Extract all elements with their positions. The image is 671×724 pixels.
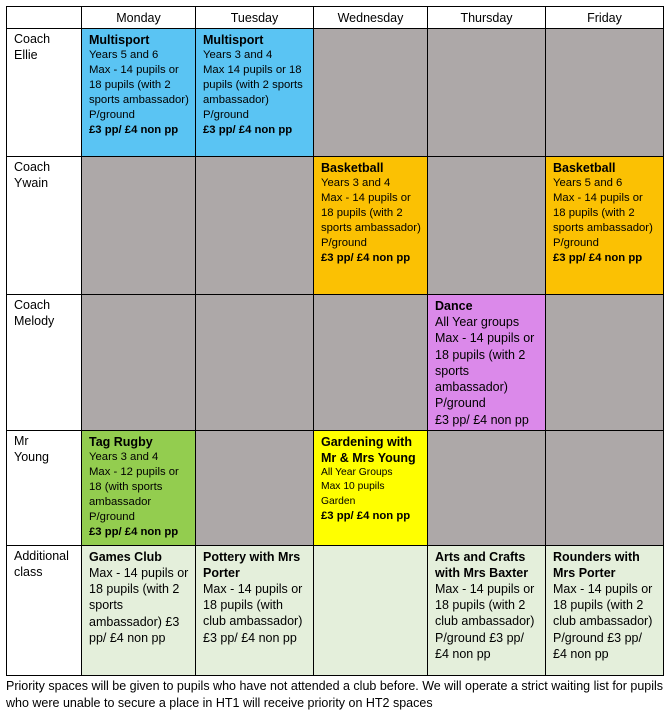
club-price: £3 pp/ £4 non pp bbox=[89, 124, 179, 136]
club-details: Max - 14 pupils or 18 pupils (with 2 club ambassador) P/ground £3 pp/ £4 non pp bbox=[435, 581, 535, 661]
club-cell-thursday bbox=[428, 157, 546, 295]
timetable-row bbox=[7, 545, 664, 675]
club-cell-wednesday bbox=[314, 545, 428, 675]
club-price: £3 pp/ £4 non pp bbox=[553, 252, 643, 264]
club-cell-tuesday bbox=[196, 295, 314, 431]
club-cell-wednesday bbox=[314, 157, 428, 295]
club-cell-tuesday bbox=[196, 157, 314, 295]
club-cell-friday bbox=[546, 29, 664, 157]
club-cell-tuesday bbox=[196, 29, 314, 157]
club-price: £3 pp/ £4 non pp bbox=[435, 412, 529, 427]
club-cell-friday bbox=[546, 157, 664, 295]
coach-name: Additional class bbox=[7, 545, 82, 675]
coach-name: Coach Ellie bbox=[7, 29, 82, 157]
day-header-monday: Monday bbox=[82, 7, 196, 29]
club-details: Max - 14 pupils or 18 pupils (with 2 club ambassador) P/ground £3 pp/ £4 non pp bbox=[553, 581, 653, 661]
club-details: Max - 14 pupils or 18 pupils (with 2 sports ambassador) £3 pp/ £4 non pp bbox=[89, 565, 189, 645]
club-title: Arts and Crafts with Mrs Baxter bbox=[435, 549, 529, 580]
timetable-row bbox=[7, 295, 664, 431]
club-title: Tag Rugby bbox=[89, 434, 153, 449]
club-title: Gardening with Mr & Mrs Young bbox=[321, 434, 416, 465]
club-title: Basketball bbox=[321, 161, 384, 175]
club-title: Games Club bbox=[89, 549, 162, 564]
club-details: Years 5 and 6 Max - 14 pupils or 18 pupils (with 2 sports ambassador) P/ground bbox=[553, 177, 653, 249]
club-cell-wednesday bbox=[314, 430, 428, 545]
club-cell-monday bbox=[82, 29, 196, 157]
club-cell-friday bbox=[546, 430, 664, 545]
corner-cell bbox=[7, 7, 82, 29]
club-details: Max - 14 pupils or 18 pupils (with club ambassador) £3 pp/ £4 non pp bbox=[203, 581, 303, 645]
club-price: £3 pp/ £4 non pp bbox=[321, 252, 411, 264]
day-header-thursday: Thursday bbox=[428, 7, 546, 29]
club-cell-thursday bbox=[428, 430, 546, 545]
timetable-row bbox=[7, 430, 664, 545]
club-cell-friday bbox=[546, 545, 664, 675]
club-cell-monday bbox=[82, 157, 196, 295]
coach-name: Coach Melody bbox=[7, 295, 82, 431]
club-cell-thursday bbox=[428, 29, 546, 157]
club-details: Years 3 and 4 Max 14 pupils or 18 pupils (with 2 sports ambassador) P/ground bbox=[203, 49, 303, 121]
club-cell-wednesday bbox=[314, 295, 428, 431]
coach-name: Mr Young bbox=[7, 430, 82, 545]
club-details: All Year groups Max - 14 pupils or 18 pupils (with 2 sports ambassador) P/ground bbox=[435, 315, 535, 411]
coach-name: Coach Ywain bbox=[7, 157, 82, 295]
club-cell-wednesday bbox=[314, 29, 428, 157]
club-details: All Year Groups Max 10 pupils Garden bbox=[321, 466, 393, 507]
day-header-wednesday: Wednesday bbox=[314, 7, 428, 29]
club-title: Rounders with Mrs Porter bbox=[553, 549, 640, 580]
header-row bbox=[7, 7, 664, 29]
club-cell-friday bbox=[546, 295, 664, 431]
club-price: £3 pp/ £4 non pp bbox=[321, 510, 411, 523]
club-cell-monday bbox=[82, 295, 196, 431]
club-title: Basketball bbox=[553, 161, 616, 175]
club-cell-monday bbox=[82, 430, 196, 545]
club-details: Years 3 and 4 Max - 14 pupils or 18 pupils (with 2 sports ambassador) P/ground bbox=[321, 177, 421, 249]
club-cell-monday bbox=[82, 545, 196, 675]
club-title: Pottery with Mrs Porter bbox=[203, 549, 301, 580]
day-header-friday: Friday bbox=[546, 7, 664, 29]
club-price: £3 pp/ £4 non pp bbox=[203, 124, 293, 136]
club-details: Years 3 and 4 Max - 12 pupils or 18 (with sports ambassador P/ground bbox=[89, 450, 179, 523]
timetable-row bbox=[7, 157, 664, 295]
club-timetable bbox=[6, 6, 664, 676]
club-cell-thursday bbox=[428, 545, 546, 675]
club-cell-tuesday bbox=[196, 545, 314, 675]
club-details: Years 5 and 6 Max - 14 pupils or 18 pupils (with 2 sports ambassador) P/ground bbox=[89, 49, 189, 121]
club-cell-thursday bbox=[428, 295, 546, 431]
timetable-row bbox=[7, 29, 664, 157]
club-title: Dance bbox=[435, 299, 473, 313]
club-cell-tuesday bbox=[196, 430, 314, 545]
priority-note: Priority spaces will be given to pupils who have not attended a club before. We will operate a strict waiting list for pupils who were unable to secure a place in HT1 will receive priority on HT2 spaces bbox=[6, 679, 664, 710]
club-price: £3 pp/ £4 non pp bbox=[89, 525, 179, 538]
club-title: Multisport bbox=[89, 33, 150, 47]
day-header-tuesday: Tuesday bbox=[196, 7, 314, 29]
club-title: Multisport bbox=[203, 33, 264, 47]
